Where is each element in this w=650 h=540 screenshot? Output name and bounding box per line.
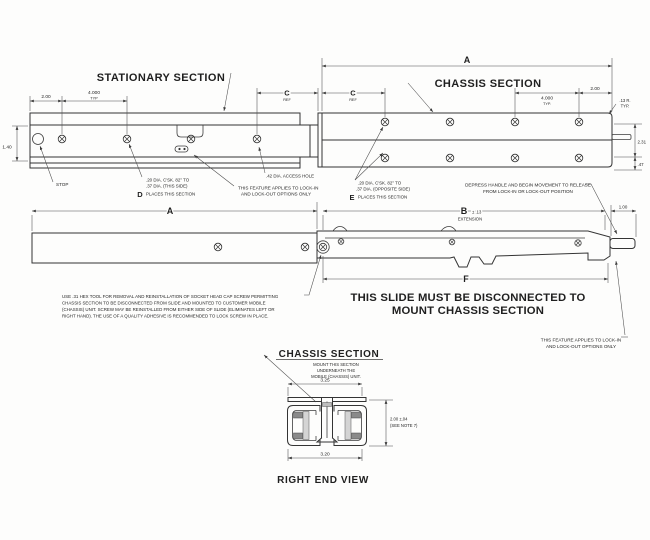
dim-4-000-right: 4.000 [540,96,554,102]
dim-typ-left: TYP [90,96,98,101]
callout-d [137,178,195,200]
dim-b-extension: EXTENSION [457,216,483,222]
dim-a2-label: A [166,206,174,216]
dim-typ-right: TYP. [543,102,551,106]
screw-hole [253,135,261,143]
dim-ref-left: REF [283,98,291,102]
mount-note-line1: MOUNT THIS SECTION [313,362,359,367]
dim-c-left: C [284,88,290,98]
warning-line2: MOUNT CHASSIS SECTION [391,305,545,317]
stationary-section-title: STATIONARY SECTION [96,72,226,84]
dim-f-label: F [463,274,469,284]
top-view [2,55,646,234]
extended-view [32,202,636,349]
dim-13r: .13 R. [619,98,631,103]
dim-1-00: 1.00 [618,204,628,210]
warning-line1: THIS SLIDE MUST BE DISCONNECTED TO [350,292,586,304]
chassis-section-title: CHASSIS SECTION [434,78,542,90]
socket-head-cap-screw [317,241,329,253]
mount-note [311,362,361,379]
mount-note-line2: UNDERNEATH THE [316,368,356,373]
dim-2-00-tol: 2.00 ±.04 [390,416,408,422]
dim-b-label: B [460,206,468,216]
dim-2-31: 2.31 [637,139,647,145]
dim-ref-right: REF [349,98,357,102]
dim-2-00-left: 2.00 [41,95,51,100]
dim-1-40: 1.40 [2,145,12,151]
callout-feature-top [238,186,318,197]
callout-e-line2: .37 DIA. (OPPOSITE SIDE) [356,186,410,192]
dim-2-00-note: (SEE NOTE 7) [390,423,418,428]
end-view [264,349,418,486]
callout-d-line3: PLACES THIS SECTION [146,191,196,197]
inner-slide [317,227,635,268]
hex-note-line2: CHASSIS SECTION TO BE DISCONNECTED FROM SLIDE AND MOUNTED TO CUSTOMER MOBILE [62,300,266,306]
callout-depress-line2: FROM LOCK-IN OR LOCK-OUT POSITION [483,188,573,194]
cross-section [288,398,367,446]
stop-pin [33,134,44,145]
callout-feature2-line1: THIS FEATURE APPLIES TO LOCK-IN [540,337,622,343]
screw-hole [187,135,195,143]
dim-3-25: 3.25 [320,378,330,384]
mount-note-line3: MOBILE (CHASSIS) UNIT. [311,374,361,379]
callout-feature-bottom [541,338,621,349]
dim-b-tolerance: ± .13 [472,209,482,215]
end-view-title: CHASSIS SECTION [278,349,380,360]
callout-d-line2: .37 DIA. (THIS SIDE) [146,183,188,189]
outer-rail [32,233,317,263]
callout-d-letter: D [137,190,143,199]
callout-e-line1: .20 DIA. C'SK. 82° TO [358,180,402,186]
screw-hole [58,135,66,143]
disconnect-warning [350,292,585,317]
callout-e [349,181,410,203]
stop-label: STOP [56,182,69,187]
callout-depress [465,183,591,194]
callout-depress-line1: DEPRESS HANDLE AND BEGIN MOVEMENT TO RELEASE [465,182,591,188]
hex-note-line1: USE .31 HEX TOOL FOR REMOVAL AND REINSTALLATION OF SOCKET HEAD CAP SCREW PERMITTING [62,294,279,299]
lockout-slot [175,146,188,152]
dim-a-label: A [463,55,471,65]
stationary-rail [30,113,318,168]
chassis-rail [318,113,631,167]
dim-2-00-right: 2.00 [590,87,600,92]
callout-feature-line1: THIS FEATURE APPLIES TO LOCK-IN [238,185,319,191]
right-end-view-title: RIGHT END VIEW [277,475,369,486]
hex-note-line3: (CHASSIS) UNIT. SCREW MAY BE REINSTALLED FROM EITHER SIDE OF SLIDE (ELIMINATES LEFT OR [62,307,275,312]
callout-feature2-line2: AND LOCK-OUT OPTIONS ONLY [545,343,617,349]
hex-tool-note [62,294,279,319]
callout-feature-line2: AND LOCK-OUT OPTIONS ONLY [241,191,312,197]
dim-47: .47 [637,162,644,167]
dim-c-right: C [350,88,356,98]
hex-note-line4: RIGHT HAND). THE USE OF A QUALITY ADHESIVE IS RECOMMENDED TO LOCK SCREW IN PLACE. [62,313,269,319]
dim-3-20: 3.20 [320,452,330,458]
dim-4-000-left: 4.000 [87,91,101,96]
release-handle [610,239,635,249]
screw-hole [123,135,131,143]
callout-d-line1: .20 DIA. C'SK. 82° TO [146,177,190,183]
handle-bar [612,135,631,140]
callout-access-hole: .42 DIA. ACCESS HOLE [266,173,315,179]
callout-e-line3: PLACES THIS SECTION [358,194,408,200]
callout-e-letter: E [349,193,355,202]
dim-13r-typ: TYP. [620,103,630,109]
